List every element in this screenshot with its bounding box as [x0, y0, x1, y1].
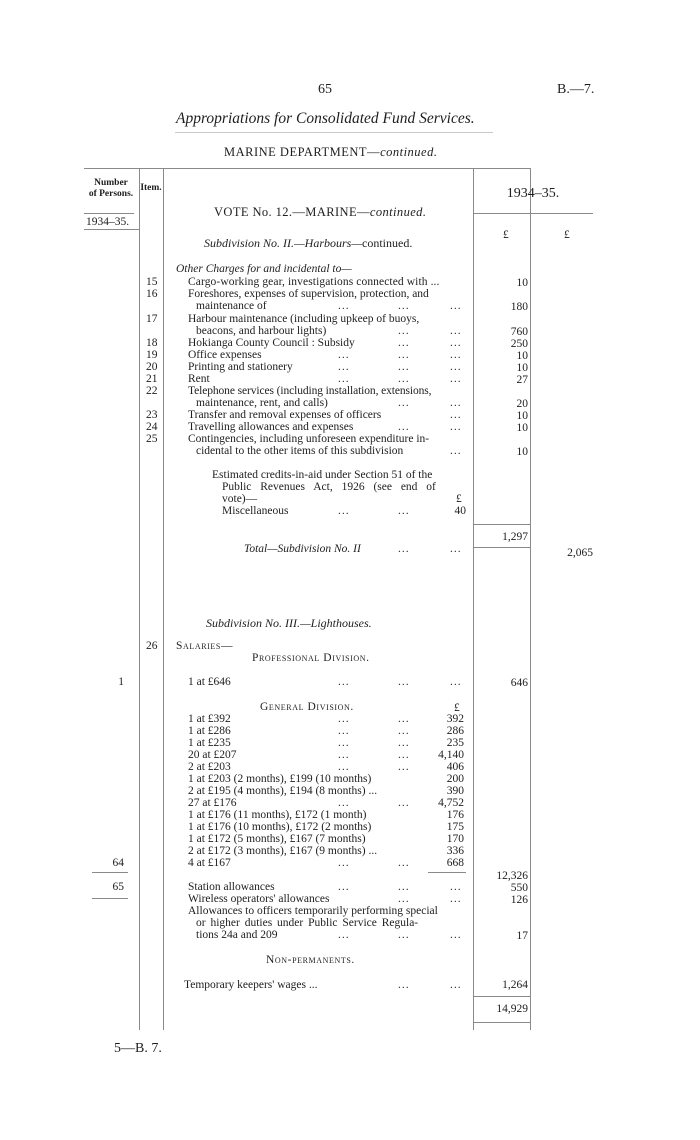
item-column-header: Item. — [140, 183, 162, 193]
salary-row-amount: 4,140 — [438, 749, 464, 761]
leader-dots: ... — [398, 881, 410, 893]
special-duties-allowances-line3: tions 24a and 209 — [196, 929, 278, 941]
credits-in-aid-line1: Estimated credits-in-aid under Section 51 of the — [212, 469, 433, 481]
leader-dots: ... — [450, 373, 462, 385]
leader-dots: ... — [398, 373, 410, 385]
salary-row-amount: 286 — [446, 725, 464, 737]
leader-dots: ... — [450, 543, 462, 555]
wireless-allowances-amount: 126 — [510, 894, 528, 906]
department-continued: continued. — [380, 145, 438, 159]
persons-header-line1: Number — [94, 178, 128, 188]
leader-dots: ... — [398, 676, 410, 688]
leader-dots: ... — [338, 361, 350, 373]
total-rule — [474, 547, 530, 548]
department-heading — [224, 145, 437, 160]
special-duties-allowances-line1: Allowances to officers temporarily performing special — [188, 905, 438, 917]
salary-row: 2 at £195 (4 months), £194 (8 months) ... — [188, 785, 378, 797]
professional-persons: 1 — [118, 676, 124, 688]
subtotal-rule — [474, 524, 530, 525]
year-header-rule — [473, 213, 593, 214]
salary-row: 1 at £235 — [188, 737, 231, 749]
item-number: 21 — [146, 373, 158, 385]
item-amount: 10 — [516, 350, 528, 362]
item-amount: 27 — [516, 374, 528, 386]
item-number: 19 — [146, 349, 158, 361]
salary-row: 27 at £176 — [188, 797, 237, 809]
item-amount: 10 — [516, 410, 528, 422]
salary-row: 1 at £392 — [188, 713, 231, 725]
salary-row-amount: 235 — [446, 737, 464, 749]
page-title: Appropriations for Consolidated Fund Services. — [176, 110, 475, 127]
leader-dots: ... — [398, 761, 410, 773]
subdivision-2-total-label: Total—Subdivision No. II — [244, 543, 361, 555]
item-amount: 10 — [516, 422, 528, 434]
leader-dots: ... — [450, 397, 462, 409]
general-division-heading: General Division. — [260, 701, 354, 713]
item-amount: 250 — [510, 338, 528, 350]
item-description: Hokianga County Council : Subsidy — [188, 337, 355, 349]
salary-row: 2 at £172 (3 months), £167 (9 months) ... — [188, 845, 378, 857]
salary-row: 4 at £167 — [188, 857, 231, 869]
persons-total-rule — [92, 898, 128, 899]
leader-dots: ... — [450, 300, 462, 312]
leader-dots: ... — [398, 737, 410, 749]
leader-dots: ... — [338, 300, 350, 312]
salary-row-amount: 170 — [446, 833, 464, 845]
report-code: B.—7. — [557, 82, 595, 97]
item-description: Contingencies, including unforeseen expenditure in- — [188, 433, 430, 445]
leader-dots: ... — [450, 445, 462, 457]
item-description: Harbour maintenance (including upkeep of buoys, — [188, 313, 420, 325]
item-amount: 180 — [510, 301, 528, 313]
credits-pound-sign: £ — [456, 493, 462, 505]
leader-dots: ... — [398, 929, 410, 941]
leader-dots: ... — [450, 893, 462, 905]
item-number: 22 — [146, 385, 158, 397]
item-number: 23 — [146, 409, 158, 421]
leader-dots: ... — [398, 725, 410, 737]
item-description: Cargo-working gear, investigations connected with ... — [188, 276, 440, 288]
leader-dots: ... — [398, 421, 410, 433]
leader-dots: ... — [450, 421, 462, 433]
leader-dots: ... — [338, 713, 350, 725]
leader-dots: ... — [398, 337, 410, 349]
leader-dots: ... — [398, 543, 410, 555]
persons-header-rule — [84, 213, 134, 214]
temporary-keepers-amount: 1,264 — [502, 979, 528, 991]
grand-total-rule — [474, 996, 530, 997]
leader-dots: ... — [450, 676, 462, 688]
leader-dots: ... — [338, 857, 350, 869]
persons-year: 1934–35. — [86, 216, 130, 228]
leader-dots: ... — [398, 300, 410, 312]
persons-sum-rule — [92, 872, 128, 873]
title-rule — [175, 132, 493, 133]
station-allowances-amount: 550 — [510, 882, 528, 894]
salary-row-amount: 668 — [446, 857, 464, 869]
salaries-heading: Salaries— — [176, 640, 234, 652]
item-description: Telephone services (including installation, extensions, — [188, 385, 432, 397]
salary-row: 1 at £286 — [188, 725, 231, 737]
leader-dots: ... — [450, 349, 462, 361]
temporary-keepers-label: Temporary keepers' wages ... — [184, 979, 318, 991]
general-division-total: 12,326 — [496, 870, 528, 882]
leader-dots: ... — [450, 409, 462, 421]
persons-column-divider — [139, 168, 140, 1030]
special-duties-allowances-line2: or higher duties under Public Service Regula- — [196, 917, 419, 929]
general-pound-sign: £ — [454, 702, 460, 714]
item-description: Printing and stationery — [188, 361, 293, 373]
salary-row-amount: 200 — [446, 773, 464, 785]
salary-row-amount: 390 — [446, 785, 464, 797]
leader-dots: ... — [338, 881, 350, 893]
subdivision-2-subtotal: 1,297 — [502, 531, 528, 543]
leader-dots: ... — [398, 893, 410, 905]
leader-dots: ... — [398, 361, 410, 373]
non-permanents-heading: Non-permanents. — [266, 954, 355, 966]
item-amount: 10 — [516, 446, 528, 458]
leader-dots: ... — [398, 749, 410, 761]
persons-column-header — [84, 178, 138, 200]
leader-dots: ... — [398, 349, 410, 361]
item-number: 25 — [146, 433, 158, 445]
item-description-cont: cidental to the other items of this subdivision — [196, 445, 404, 457]
leader-dots: ... — [398, 325, 410, 337]
persons-year-rule — [84, 229, 140, 230]
leader-dots: ... — [338, 737, 350, 749]
leader-dots: ... — [338, 749, 350, 761]
leader-dots: ... — [450, 325, 462, 337]
leader-dots: ... — [338, 505, 350, 517]
miscellaneous-amount: 40 — [454, 505, 466, 517]
pound-sign-left: £ — [503, 229, 509, 241]
professional-amount: 646 — [510, 677, 528, 689]
salary-row: 2 at £203 — [188, 761, 231, 773]
signature-mark: 5—B. 7. — [114, 1041, 162, 1056]
leader-dots: ... — [338, 373, 350, 385]
leader-dots: ... — [338, 349, 350, 361]
general-sum-rule — [428, 872, 466, 873]
item-number-26: 26 — [146, 640, 158, 652]
leader-dots: ... — [450, 881, 462, 893]
item-number: 18 — [146, 337, 158, 349]
vote-label: VOTE No. 12.—MARINE— — [214, 205, 370, 219]
leader-dots: ... — [450, 929, 462, 941]
item-description: Office expenses — [188, 349, 262, 361]
professional-division-heading: Professional Division. — [252, 652, 370, 664]
department-name: MARINE DEPARTMENT— — [224, 145, 381, 159]
general-persons: 64 — [112, 857, 124, 869]
salary-row-amount: 175 — [446, 821, 464, 833]
item-description: Transfer and removal expenses of officers — [188, 409, 382, 421]
leader-dots: ... — [398, 797, 410, 809]
item-number: 16 — [146, 288, 158, 300]
salary-row: 1 at £176 (11 months), £172 (1 month) — [188, 809, 367, 821]
leader-dots: ... — [398, 397, 410, 409]
miscellaneous-label: Miscellaneous — [222, 505, 289, 517]
vote-heading — [214, 205, 426, 220]
credits-in-aid-line3: vote)— — [222, 493, 258, 505]
leader-dots: ... — [338, 929, 350, 941]
leader-dots: ... — [450, 361, 462, 373]
leader-dots: ... — [338, 725, 350, 737]
other-charges-heading: Other Charges for and incidental to— — [176, 263, 352, 275]
pound-sign-right: £ — [564, 229, 570, 241]
item-description-cont: maintenance of — [196, 300, 267, 312]
item-amount: 10 — [516, 362, 528, 374]
item-amount: 760 — [510, 326, 528, 338]
subdivision-3-heading: Subdivision No. III.—Lighthouses. — [206, 616, 372, 630]
vote-continued: continued. — [369, 205, 427, 219]
subdivision-2-heading — [204, 236, 412, 251]
total-persons: 65 — [112, 881, 124, 893]
item-number: 17 — [146, 313, 158, 325]
leader-dots: ... — [398, 857, 410, 869]
item-amount: 20 — [516, 398, 528, 410]
item-description: Foreshores, expenses of supervision, protection, and — [188, 288, 429, 300]
subdivision-2-total: 2,065 — [567, 547, 593, 559]
salary-row-amount: 4,752 — [438, 797, 464, 809]
item-description: Travelling allowances and expenses — [188, 421, 354, 433]
special-duties-allowances-amount: 17 — [516, 930, 528, 942]
station-allowances-label: Station allowances — [188, 881, 275, 893]
grand-total-bottom-rule — [474, 1022, 530, 1023]
leader-dots: ... — [398, 979, 410, 991]
subdivision-3-running-total: 14,929 — [496, 1003, 528, 1015]
subdivision-2-continued: continued. — [362, 236, 413, 250]
leader-dots: ... — [338, 676, 350, 688]
leader-dots: ... — [450, 337, 462, 349]
leader-dots: ... — [398, 713, 410, 725]
item-amount: 10 — [516, 277, 528, 289]
page-number: 65 — [318, 82, 332, 97]
item-description-cont: maintenance, rent, and calls) — [196, 397, 328, 409]
subdivision-2-title: Subdivision No. II.—Harbours— — [204, 236, 363, 250]
item-description-cont: beacons, and harbour lights) — [196, 325, 327, 337]
item-description: Rent — [188, 373, 210, 385]
item-number: 20 — [146, 361, 158, 373]
salary-row: 1 at £172 (5 months), £167 (7 months) — [188, 833, 366, 845]
leader-dots: ... — [338, 761, 350, 773]
item-column-divider — [163, 168, 164, 1030]
table-top-rule — [84, 168, 530, 169]
leader-dots: ... — [450, 979, 462, 991]
item-number: 15 — [146, 276, 158, 288]
salary-row: 1 at £176 (10 months), £172 (2 months) — [188, 821, 372, 833]
salary-row-amount: 176 — [446, 809, 464, 821]
wireless-allowances-label: Wireless operators' allowances — [188, 893, 330, 905]
item-number: 24 — [146, 421, 158, 433]
year-column-header: 1934–35. — [506, 186, 560, 201]
salary-row: 20 at £207 — [188, 749, 237, 761]
persons-header-line2: of Persons. — [88, 189, 134, 199]
credits-in-aid-line2: Public Revenues Act, 1926 (see end of — [222, 481, 436, 493]
salary-row: 1 at £203 (2 months), £199 (10 months) — [188, 773, 372, 785]
leader-dots: ... — [338, 797, 350, 809]
leader-dots: ... — [398, 505, 410, 517]
salary-row-amount: 406 — [446, 761, 464, 773]
salary-row-amount: 392 — [446, 713, 464, 725]
total-column-divider — [530, 168, 531, 1030]
salary-row-amount: 336 — [446, 845, 464, 857]
professional-salary-line: 1 at £646 — [188, 676, 231, 688]
